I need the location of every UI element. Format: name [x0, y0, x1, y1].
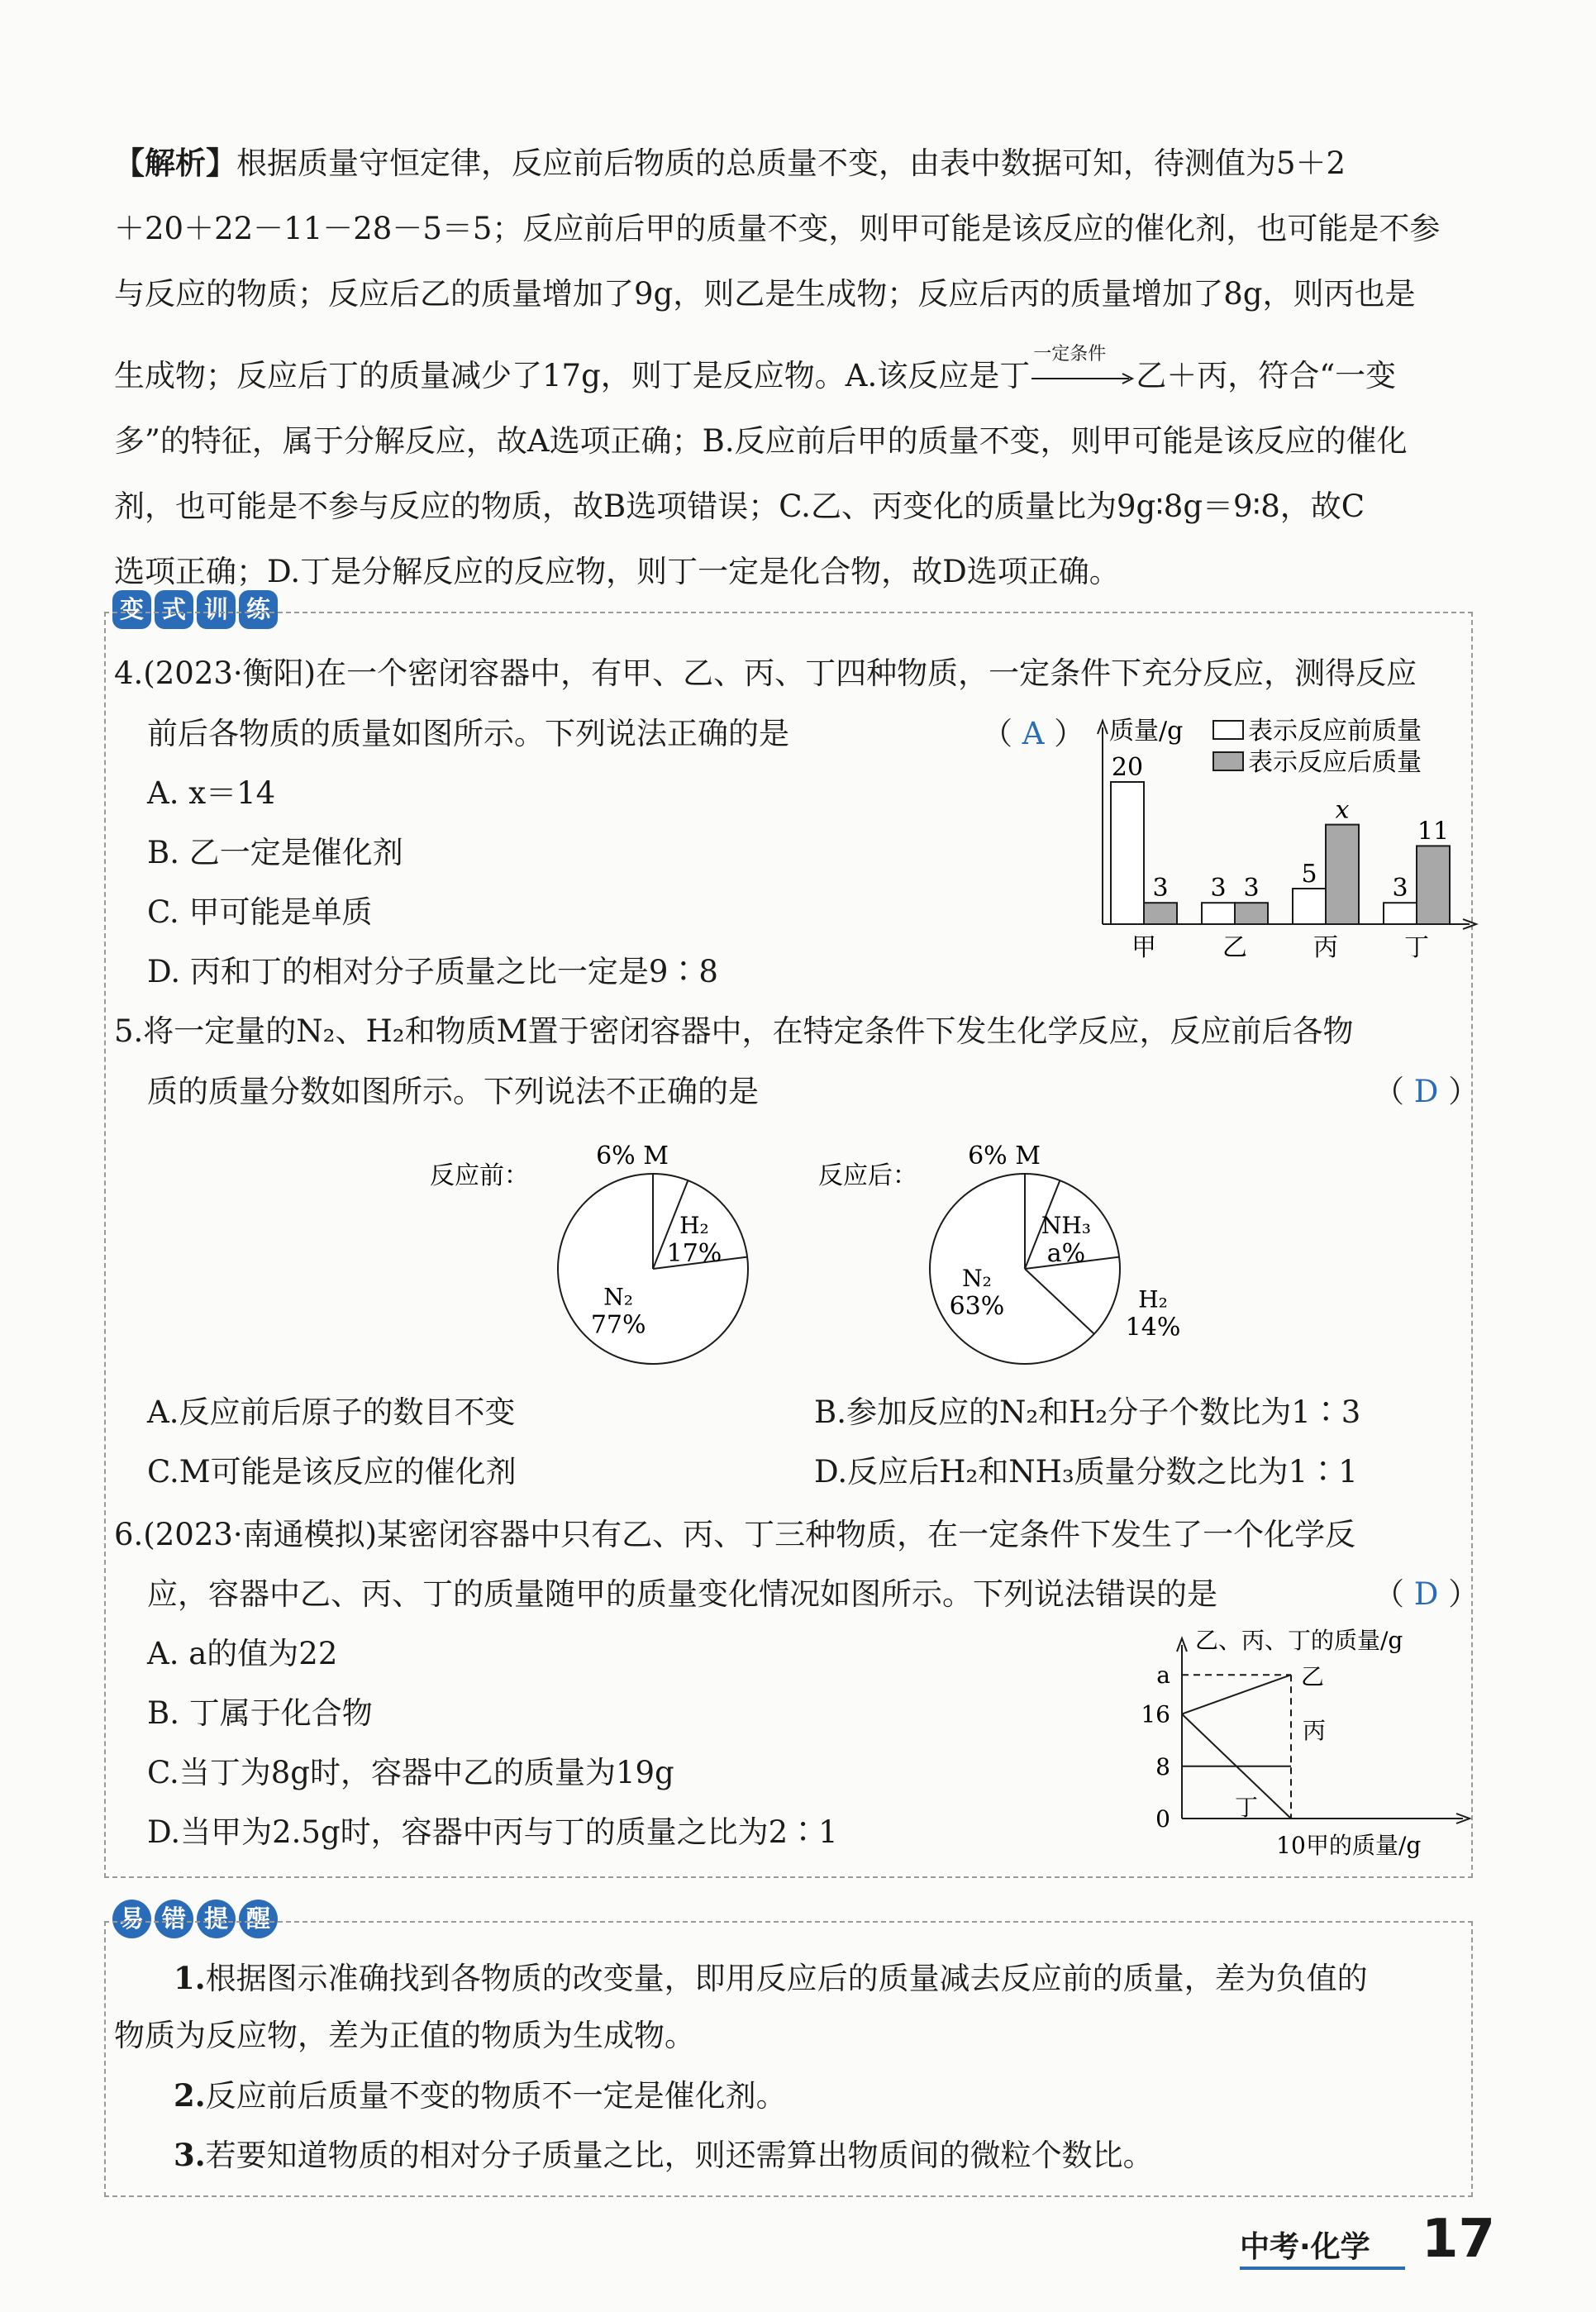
- pie-1-label-2: H₂: [1138, 1285, 1168, 1313]
- legend-before-label: 表示反应前质量: [1248, 717, 1422, 746]
- q4-option-d: D. 丙和丁的相对分子质量之比一定是9∶8: [147, 954, 718, 989]
- q4-stem-1: 4.(2023·衡阳)在一个密闭容器中，有甲、乙、丙、丁四种物质，一定条件下充分反应，测得反应: [114, 655, 1417, 691]
- footer-subject: 中考·化学: [1240, 2230, 1370, 2264]
- q4-bar-label-丙-before: 5: [1301, 860, 1317, 889]
- legend-after-label: 表示反应后质量: [1248, 748, 1422, 777]
- q4-bar-丙-before: [1293, 889, 1326, 924]
- arrow-icon: [1030, 366, 1136, 391]
- q6-y-tick-0: 0: [1155, 1805, 1170, 1833]
- q4-bar-丙-after: [1326, 825, 1359, 924]
- q6-y-tick-a: a: [1156, 1661, 1170, 1690]
- pie-1-pct-1: a%: [1046, 1239, 1086, 1269]
- q6-option-a: A. a的值为22: [147, 1636, 338, 1671]
- analysis-line-1: 【解析】根据质量守恒定律，反应前后物质的总质量不变，由表中数据可知，待测值为5＋2: [114, 145, 1346, 181]
- q5-option-a: A.反应前后原子的数目不变: [147, 1394, 516, 1430]
- q5-stem-1: 5.将一定量的N₂、H₂和物质M置于密闭容器中，在特定条件下发生化学反应，反应前后各物: [114, 1013, 1354, 1049]
- pie-1-label-1: NH₃: [1041, 1212, 1092, 1240]
- q5-pie-charts: [413, 1124, 1181, 1372]
- pie-0-label-1: H₂: [679, 1212, 709, 1240]
- q6-option-d: D.当甲为2.5g时，容器中丙与丁的质量之比为2∶1: [147, 1814, 838, 1850]
- q4-bar-label-丁-before: 3: [1392, 874, 1408, 903]
- q5-option-d: D.反应后H₂和NH₃质量分数之比为1∶1: [814, 1454, 1358, 1490]
- q6-y-tick-16: 16: [1141, 1700, 1170, 1728]
- analysis-line-7: 选项正确；D.丁是分解反应的反应物，则丁一定是化合物，故D选项正确。: [114, 554, 1120, 589]
- q5-option-b: B.参加反应的N₂和H₂分子个数比为1∶3: [814, 1394, 1361, 1430]
- q4-answer-value: A: [1022, 716, 1045, 751]
- pie-1-title: 反应后：: [818, 1161, 917, 1190]
- q4-bar-label-乙-before: 3: [1210, 874, 1227, 903]
- q6-series-label-丙: 丙: [1303, 1716, 1327, 1744]
- q4-category-丙: 丙: [1313, 933, 1338, 962]
- pie-0-pct-2: 77%: [590, 1310, 646, 1340]
- q6-answer: （ D ）: [1374, 1576, 1479, 1612]
- q6-option-b: B. 丁属于化合物: [147, 1695, 373, 1731]
- q4-bar-乙-after: [1235, 903, 1268, 924]
- q6-stem-1: 6.(2023·南通模拟)某密闭容器中只有乙、丙、丁三种物质，在一定条件下发生了一个化学反: [114, 1517, 1356, 1552]
- pie-0-title: 反应前：: [430, 1161, 529, 1190]
- analysis-line-3: 与反应的物质；反应后乙的质量增加了9g，则乙是生成物；反应后丙的质量增加了8g，则丙也是: [114, 276, 1416, 312]
- q4-bar-label-甲-before: 20: [1111, 753, 1144, 782]
- reaction-arrow: [1030, 343, 1136, 391]
- analysis-line-5: 多”的特征，属于分解反应，故A选项正确；B.反应前后甲的质量不变，则甲可能是该反应的催化: [114, 423, 1408, 459]
- pie-1-label-3: N₂: [962, 1265, 992, 1293]
- analysis-label: 【解析】: [114, 145, 236, 181]
- arrow-condition: 一定条件: [1033, 343, 1107, 365]
- q5-option-c: C.M可能是该反应的催化剂: [147, 1454, 517, 1490]
- pie-1-pct-2: 14%: [1125, 1313, 1181, 1342]
- q4-category-乙: 乙: [1222, 933, 1247, 962]
- legend-before-swatch: [1213, 721, 1243, 739]
- q4-bar-丁-after: [1417, 846, 1450, 924]
- q5-stem-2: 质的质量分数如图所示。下列说法不正确的是: [147, 1074, 759, 1109]
- pie-1-label-M: 6% M: [968, 1142, 1041, 1170]
- analysis-line-4: 生成物；反应后丁的质量减少了17g，则丁是反应物。A.该反应是丁 一定条件 乙＋丙，符合“一变: [114, 343, 1397, 393]
- q4-bar-label-甲-after: 3: [1152, 874, 1169, 903]
- q6-series-label-乙: 乙: [1301, 1663, 1325, 1691]
- q4-bar-label-丙-after: x: [1335, 795, 1350, 825]
- tip-1-line-1: 1.根据图示准确找到各物质的改变量，即用反应后的质量减去反应前的质量，差为负值的: [174, 1960, 1368, 1996]
- q6-option-c: C.当丁为8g时，容器中乙的质量为19g: [147, 1755, 674, 1790]
- q5-answer: （ D ）: [1374, 1074, 1479, 1109]
- pie-1-pct-3: 63%: [949, 1292, 1005, 1322]
- q6-line-chart: [1124, 1620, 1479, 1868]
- analysis-line-2: ＋20＋22－11－28－5＝5；反应前后甲的质量不变，则甲可能是该反应的催化剂，也可能是不参: [114, 211, 1441, 246]
- q6-y-label: 乙、丙、丁的质量/g: [1195, 1627, 1403, 1654]
- q6-stem-2: 应，容器中乙、丙、丁的质量随甲的质量变化情况如图所示。下列说法错误的是: [147, 1576, 1217, 1612]
- analysis-line-6: 剂，也可能是不参与反应的物质，故B选项错误；C.乙、丙变化的质量比为9g∶8g＝9∶8，故C: [114, 489, 1365, 524]
- q4-category-丁: 丁: [1404, 933, 1429, 962]
- q6-x-tick-10: 10: [1276, 1832, 1306, 1859]
- q4-bar-label-丁-after: 11: [1417, 817, 1450, 846]
- footer-underline: [1240, 2267, 1405, 2270]
- page-number: 17: [1422, 2209, 1496, 2270]
- q4-y-label: 质量/g: [1109, 717, 1184, 746]
- q4-bar-乙-before: [1202, 903, 1235, 924]
- q4-option-c: C. 甲可能是单质: [147, 894, 373, 930]
- tip-2: 2.反应前后质量不变的物质不一定是催化剂。: [174, 2077, 787, 2114]
- analysis-block: [114, 131, 1478, 604]
- q4-bar-chart: [1074, 711, 1488, 967]
- q6-x-label: 甲的质量/g: [1306, 1832, 1422, 1859]
- q4-option-a: A. x＝14: [147, 775, 276, 811]
- pie-0-pct-1: 17%: [666, 1239, 722, 1269]
- legend-after-swatch: [1213, 752, 1243, 770]
- q4-option-b: B. 乙一定是催化剂: [147, 835, 403, 870]
- q4-bar-丁-before: [1384, 903, 1417, 924]
- q4-bar-甲-after: [1144, 903, 1177, 924]
- q4-bar-label-乙-after: 3: [1243, 874, 1260, 903]
- q4-category-甲: 甲: [1131, 933, 1156, 962]
- q4-stem-2: 前后各物质的质量如图所示。下列说法正确的是: [147, 716, 789, 751]
- q4-answer: （ A ）: [982, 716, 1085, 751]
- variant-training-tag: 变 式 训 练: [112, 590, 278, 629]
- tip-3: 3.若要知道物质的相对分子质量之比，则还需算出物质间的微粒个数比。: [174, 2137, 1154, 2173]
- tips-tag: 易 错 提 醒: [112, 1900, 278, 1938]
- q6-y-tick-8: 8: [1155, 1752, 1170, 1780]
- tip-1-line-2: 物质为反应物，差为正值的物质为生成物。: [114, 2018, 695, 2053]
- q6-series-label-丁: 丁: [1235, 1794, 1259, 1821]
- q5-answer-value: D: [1413, 1074, 1439, 1109]
- pie-0-label-2: N₂: [603, 1283, 634, 1311]
- pie-0-label-M: 6% M: [596, 1142, 669, 1170]
- q4-bar-甲-before: [1111, 782, 1144, 924]
- q6-answer-value: D: [1413, 1576, 1439, 1612]
- q6-line-乙: [1182, 1675, 1291, 1714]
